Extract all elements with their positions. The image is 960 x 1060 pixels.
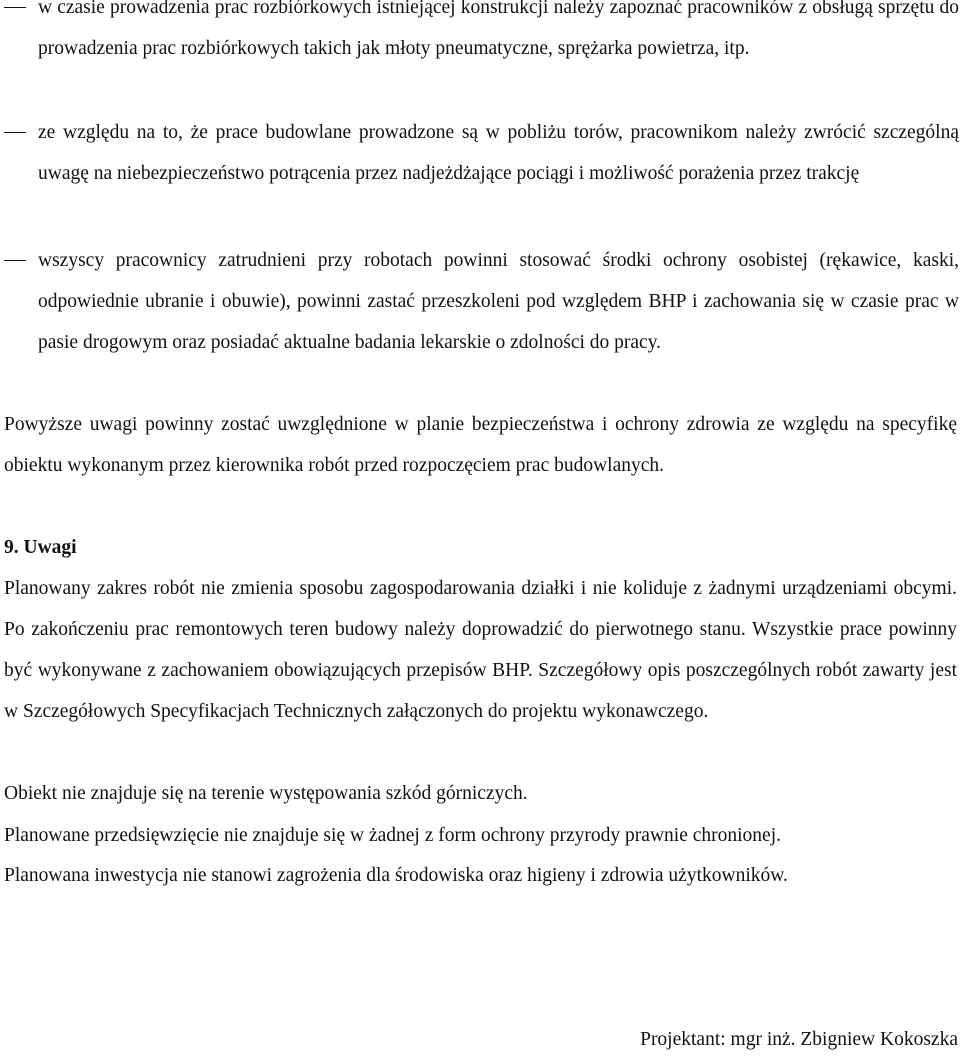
bullet-text: ze względu na to, że prace budowlane prowadzone są w pobliżu torów, pracownikom należy zwrócić szczególną uwagę na niebezpieczeństwo potrącenia przez nadjeżdżające pociągi i możliwość porażenia przez trakcję: [38, 122, 959, 184]
dash-bullet-icon: [4, 132, 26, 133]
dash-bullet-icon: [4, 7, 26, 8]
bullet-item-ppe: [4, 240, 959, 363]
paragraph-bhp-notes: Powyższe uwagi powinny zostać uwzględnione w planie bezpieczeństwa i ochrony zdrowia ze względu na specyfikę obiektu wykonanym przez kierownika robót przed rozpoczęciem prac budowlanych.: [4, 414, 957, 476]
bullet-item-tracks: [4, 112, 959, 194]
dash-bullet-icon: [4, 260, 26, 261]
paragraph-investment: Planowana inwestycja nie stanowi zagrożenia dla środowiska oraz higieny i zdrowia użytkowników.: [4, 865, 788, 886]
line-nature-protection: Planowane przedsięwzięcie nie znajduje się w żadnej z form ochrony przyrody prawnie chronionej.: [4, 825, 781, 846]
bullet-item-demolition: [4, 0, 959, 69]
line-mining-damage: Obiekt nie znajduje się na terenie występowania szkód górniczych.: [4, 783, 528, 804]
designer-signature: Projektant: mgr inż. Zbigniew Kokoszka: [640, 1029, 958, 1050]
bullet-text: wszyscy pracownicy zatrudnieni przy robotach powinni stosować środki ochrony osobistej (rękawice, kaski, odpowiednie ubranie i obuwie), powinni zastać przeszkoleni pod względem BHP i zachowania się w czasie prac w pasie drogowym oraz posiadać aktualne badania lekarskie o zdolności do pracy.: [38, 250, 959, 353]
section-heading: 9. Uwagi: [4, 537, 77, 558]
paragraph-scope: Planowany zakres robót nie zmienia sposobu zagospodarowania działki i nie koliduje z żadnymi urządzeniami obcymi. Po zakończeniu prac remontowych teren budowy należy doprowadzić do pierwotnego stanu. Wszystkie prace powinny być wykonywane z zachowaniem obowiązujących przepisów BHP. Szczegółowy opis poszczególnych robót zawarty jest w Szczegółowych Specyfikacjach Technicznych załączonych do projektu wykonawczego.: [4, 578, 957, 722]
bullet-text: w czasie prowadzenia prac rozbiórkowych istniejącej konstrukcji należy zapoznać pracowników z obsługą sprzętu do prowadzenia prac rozbiórkowych takich jak młoty pneumatyczne, sprężarka powietrza, itp.: [38, 0, 959, 59]
